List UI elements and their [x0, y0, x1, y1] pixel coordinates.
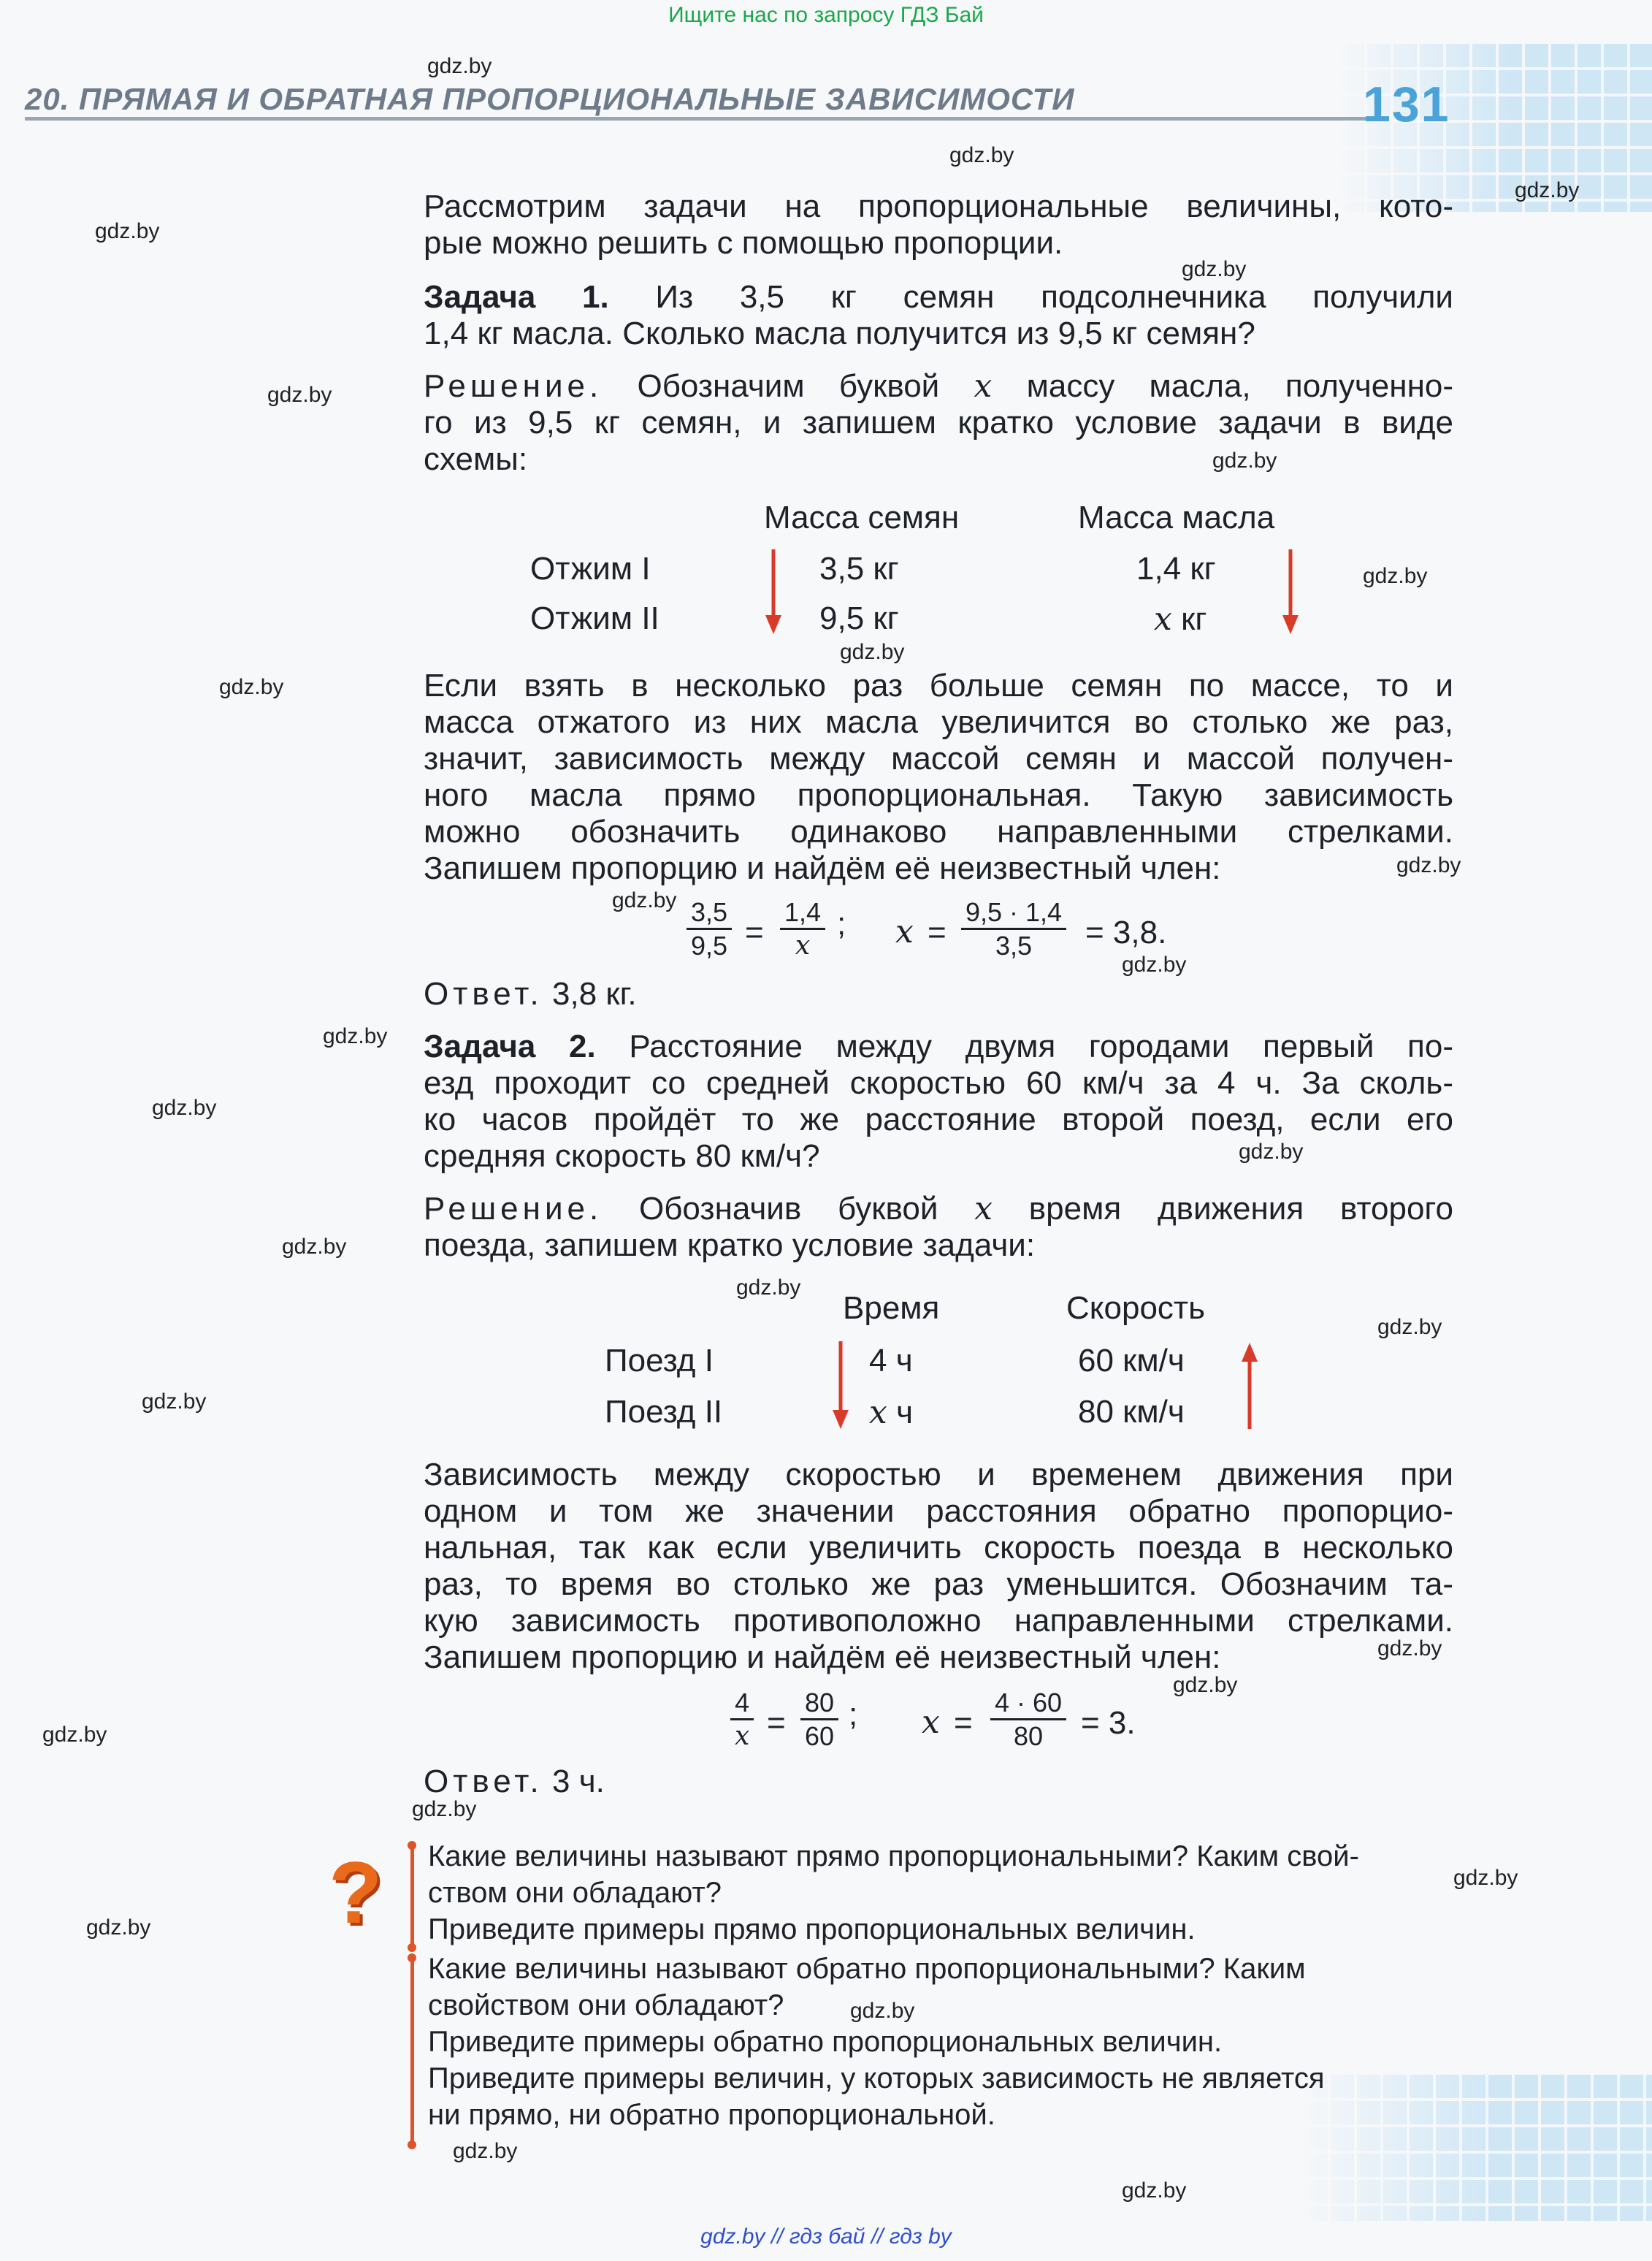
- watermark: gdz.by: [1122, 953, 1187, 977]
- watermark: gdz.by: [1515, 178, 1580, 202]
- watermark: gdz.by: [1182, 257, 1247, 281]
- table1-col-seeds: Масса семян: [764, 500, 960, 535]
- task2-answer: Ответ. 3 ч.: [424, 1764, 605, 1799]
- watermark: gdz.by: [850, 1999, 915, 2023]
- arrow-down-icon: [830, 1340, 852, 1430]
- watermark: gdz.by: [219, 675, 284, 699]
- question-mark-icon: ?: [329, 1844, 383, 1942]
- task2-solution: Решение. Обозначив буквой x время движения второго поезда, запишем кратко условие задачи:: [424, 1190, 1453, 1263]
- task1-answer: Ответ. 3,8 кг.: [424, 976, 637, 1012]
- question-group-inverse: [428, 1951, 1452, 2133]
- watermark: gdz.by: [612, 888, 677, 912]
- separator: ;: [837, 906, 846, 942]
- formula-result: = 3,8.: [1085, 915, 1167, 950]
- watermark: gdz.by: [1212, 449, 1277, 473]
- task1-label: Задача 1.: [424, 279, 609, 315]
- watermark: gdz.by: [142, 1389, 207, 1414]
- table2-row1-speed: 60 км/ч: [1078, 1343, 1185, 1379]
- fraction: $\frac{4 \cdot 60}{80}$: [990, 1688, 1066, 1753]
- task2-statement: Задача 2. Расстояние между двумя городами первый по- езд проходит со средней скоростью 60 км/ч за 4 ч. За сколь- ко часов пройдёт то же расстояние второй поезд, если его средняя скорость 80 км/ч?: [424, 1029, 1453, 1174]
- watermark: gdz.by: [323, 1024, 388, 1048]
- table2-row1-label: Поезд I: [605, 1343, 714, 1379]
- equals-sign: =: [928, 915, 947, 950]
- arrow-up-icon: [1239, 1340, 1261, 1430]
- watermark: gdz.by: [1396, 853, 1461, 877]
- watermark: gdz.by: [453, 2139, 518, 2163]
- question-bracket: [410, 1845, 423, 1948]
- table2-col-time: Время: [843, 1290, 940, 1326]
- table1-row2-seeds: 9,5 кг: [819, 600, 899, 636]
- table1-row1-oil: 1,4 кг: [1136, 551, 1216, 587]
- question-bracket: [410, 1958, 423, 2145]
- task1-solution: Решение. Обозначим буквой x массу масла, полученно- го из 9,5 кг семян, и запишем кратко условие задачи в виде схемы:: [424, 367, 1453, 477]
- table1-row2-label: Отжим II: [530, 600, 659, 636]
- equals-sign: =: [954, 1705, 973, 1741]
- equals-sign: =: [767, 1705, 786, 1741]
- formula-variable: x: [922, 1704, 940, 1741]
- watermark: gdz.by: [736, 1276, 801, 1300]
- question-line: Какие величины называют прямо пропорциональными? Каким свой-: [428, 1840, 1359, 1872]
- watermark: gdz.by: [427, 54, 492, 78]
- question-line: Приведите примеры обратно пропорциональных величин.: [428, 2026, 1223, 2058]
- arrow-down-icon: [1280, 548, 1301, 636]
- fraction: $\frac{4}{x}$: [730, 1688, 754, 1753]
- watermark: gdz.by: [42, 1723, 107, 1747]
- table1-col-oil: Масса масла: [1078, 500, 1275, 535]
- watermark: gdz.by: [86, 1915, 151, 1940]
- arrow-down-icon: [762, 548, 784, 636]
- table2-row2-speed: 80 км/ч: [1078, 1394, 1185, 1430]
- task1-statement: Задача 1. Из 3,5 кг семян подсолнечника получили 1,4 кг масла. Сколько масла получится из 9,5 кг семян?: [424, 279, 1453, 351]
- fraction: $\frac{9,5 \cdot 1,4}{3,5}$: [961, 897, 1066, 962]
- question-line: свойством они обладают?: [428, 1989, 784, 2021]
- watermark: gdz.by: [95, 219, 160, 243]
- site-bottom-links[interactable]: gdz.by // гдз бай // гдз by: [700, 2224, 952, 2249]
- task2-explanation: Зависимость между скоростью и временем движения при одном и том же значении расстояния обратно пропорцио- нальная, так как если увеличить скорость поезда в несколько раз, то время во столько же раз уменьшится. Обозначим та- кую зависимость противоположно направленными стрелками. Запишем пропорцию и найдём её неизвестный член:: [424, 1457, 1453, 1675]
- watermark: gdz.by: [1377, 1636, 1442, 1661]
- table1-row1-seeds: 3,5 кг: [819, 551, 899, 587]
- watermark: gdz.by: [1173, 1673, 1238, 1697]
- question-line: Приведите примеры прямо пропорциональных величин.: [428, 1913, 1196, 1945]
- fraction: $\frac{80}{60}$: [800, 1688, 838, 1753]
- watermark: gdz.by: [949, 143, 1014, 167]
- solution-label: Решение.: [424, 368, 603, 404]
- question-line: ни прямо, ни обратно пропорциональной.: [428, 2099, 995, 2131]
- table2-col-speed: Скорость: [1066, 1290, 1206, 1326]
- watermark: gdz.by: [840, 640, 905, 664]
- page-number: 131: [1363, 77, 1450, 132]
- table1-row1-label: Отжим I: [530, 551, 651, 587]
- header-rule: [25, 117, 1383, 121]
- task2-label: Задача 2.: [424, 1029, 596, 1064]
- section-title: 20. ПРЯМАЯ И ОБРАТНАЯ ПРОПОРЦИОНАЛЬНЫЕ ЗАВИСИМОСТИ: [25, 82, 1075, 116]
- watermark: gdz.by: [152, 1096, 217, 1120]
- watermark: gdz.by: [412, 1797, 477, 1821]
- table1-row2-oil: x кг: [1154, 600, 1207, 638]
- separator: ;: [849, 1696, 858, 1732]
- watermark: gdz.by: [1377, 1315, 1442, 1339]
- watermark: gdz.by: [1122, 2178, 1187, 2203]
- formula-variable: x: [895, 913, 914, 950]
- question-group-direct: [428, 1838, 1452, 1948]
- question-line: Приведите примеры величин, у которых зависимость не является: [428, 2062, 1325, 2094]
- watermark: gdz.by: [282, 1235, 347, 1259]
- formula-result: = 3.: [1081, 1705, 1136, 1741]
- fraction: $\frac{3,5}{9,5}$: [687, 897, 732, 962]
- watermark: gdz.by: [1363, 564, 1428, 588]
- watermark: gdz.by: [1453, 1866, 1518, 1890]
- site-top-link[interactable]: Ищите нас по запросу ГДЗ Бай: [668, 3, 984, 27]
- equals-sign: =: [745, 915, 764, 950]
- solution-label: Решение.: [424, 1191, 603, 1227]
- fraction: $\frac{1,4}{x}$: [780, 897, 825, 962]
- table2-row2-label: Поезд II: [605, 1394, 723, 1430]
- question-line: Какие величины называют обратно пропорциональными? Каким: [428, 1953, 1306, 1985]
- watermark: gdz.by: [1239, 1140, 1304, 1164]
- question-line: ством они обладают?: [428, 1877, 722, 1909]
- table2-row1-time: 4 ч: [869, 1343, 913, 1379]
- task1-explanation: Если взять в несколько раз больше семян по массе, то и масса отжатого из них масла увеличится во столько же раз, значит, зависимость между массой семян и массой получен- ного масла прямо пропорциональная. Такую зависимость можно обозначить одинаково направленными стрелками. Запишем пропорцию и найдём её неизвестный член:: [424, 668, 1453, 886]
- watermark: gdz.by: [267, 383, 332, 407]
- table2-row2-time: x ч: [869, 1394, 913, 1431]
- intro-paragraph: Рассмотрим задачи на пропорциональные величины, кото- рые можно решить с помощью пропорции.: [424, 188, 1453, 261]
